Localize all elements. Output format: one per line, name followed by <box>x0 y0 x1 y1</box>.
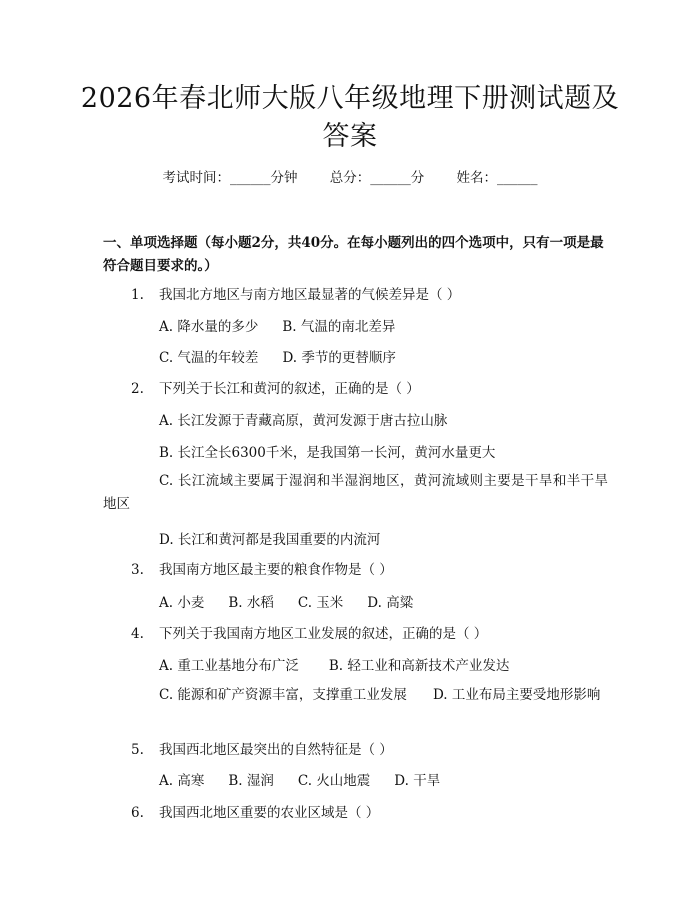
question-text: 我国北方地区与南方地区最显著的气候差异是（ ） <box>159 287 461 303</box>
option-a[interactable]: A. 小麦 <box>159 595 205 611</box>
question-text: 我国西北地区最突出的自然特征是（ ） <box>159 742 393 758</box>
question-text: 我国南方地区最主要的粮食作物是（ ） <box>159 562 393 578</box>
option-c[interactable]: C. 气温的年较差 <box>159 350 259 366</box>
options-row <box>159 654 533 674</box>
option-a[interactable]: A. 重工业基地分布广泛 <box>159 658 299 674</box>
exam-info <box>0 166 700 186</box>
question-number: 2. <box>131 381 144 397</box>
option-b[interactable]: B. 长江全长6300千米，是我国第一长河，黄河水量更大 <box>159 445 496 461</box>
question-text: 下列关于长江和黄河的叙述，正确的是（ ） <box>159 381 420 397</box>
option-d[interactable]: D. 高粱 <box>367 595 414 611</box>
question-6 <box>131 801 379 821</box>
question-1 <box>131 283 460 303</box>
section-heading: 一、单项选择题（每小题2分，共40分。在每小题列出的四个选项中，只有一项是最符合题目要求的。） <box>103 235 604 274</box>
question-number: 4. <box>131 626 144 642</box>
page-title: 2026年春北师大版八年级地理下册测试题及答案 <box>80 83 620 152</box>
question-3 <box>131 558 393 578</box>
option-c[interactable]: C. 能源和矿产资源丰富，支撑重工业发展 <box>159 687 407 703</box>
question-number: 1. <box>131 287 144 303</box>
question-number: 3. <box>131 562 144 578</box>
total-score: 总分：______分 <box>329 170 425 186</box>
question-text: 我国西北地区重要的农业区域是（ ） <box>159 805 380 821</box>
question-text: 下列关于我国南方地区工业发展的叙述，正确的是（ ） <box>159 626 488 642</box>
question-4 <box>131 622 487 642</box>
options-row <box>103 684 608 707</box>
option-c[interactable]: C. 长江流域主要属于湿润和半湿润地区，黄河流域则主要是干旱和半干旱地区 <box>103 473 608 512</box>
question-2 <box>131 377 420 397</box>
option-c[interactable]: C. 火山地震 <box>297 773 371 789</box>
student-name: 姓名：______ <box>456 170 538 186</box>
question-5 <box>131 738 393 758</box>
option-d[interactable]: D. 季节的更替顺序 <box>282 350 396 366</box>
option-c[interactable]: C. 玉米 <box>297 595 344 611</box>
option-a[interactable]: A. 高寒 <box>159 773 205 789</box>
option-d[interactable]: D. 工业布局主要受地形影响 <box>432 687 601 703</box>
option-d[interactable]: D. 干旱 <box>394 773 441 789</box>
question-number: 6. <box>131 805 144 821</box>
option-b[interactable]: B. 湿润 <box>228 773 274 789</box>
options-row <box>159 769 464 789</box>
option-a[interactable]: A. 降水量的多少 <box>159 319 259 335</box>
options-row <box>159 346 420 366</box>
option-d[interactable]: D. 长江和黄河都是我国重要的内流河 <box>159 532 381 548</box>
option-b[interactable]: B. 气温的南北差异 <box>282 319 396 335</box>
option-b[interactable]: B. 水稻 <box>228 595 274 611</box>
exam-time: 考试时间：______分钟 <box>162 170 298 186</box>
question-number: 5. <box>131 742 144 758</box>
option-a[interactable]: A. 长江发源于青藏高原，黄河发源于唐古拉山脉 <box>159 413 448 429</box>
options-row <box>159 591 437 611</box>
options-row <box>159 315 419 335</box>
option-b[interactable]: B. 轻工业和高新技术产业发达 <box>328 658 510 674</box>
